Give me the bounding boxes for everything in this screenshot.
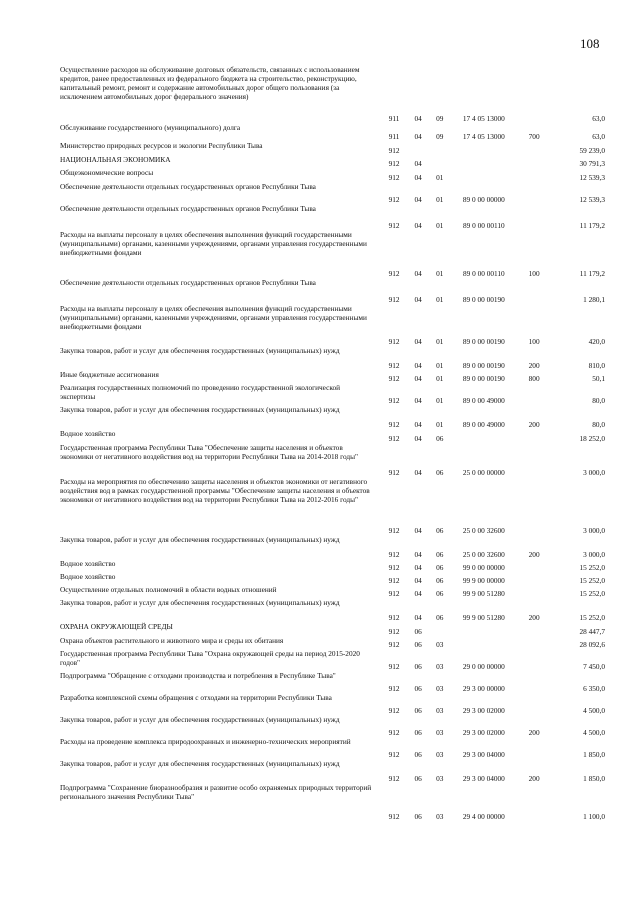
cell-sum: 15 252,0 [579,576,605,586]
cell-sec: 06 [436,468,444,478]
cell-name: Разработка комплексной схемы обращения с отходами на территории Республики Тыва [60,693,332,702]
cell-tgt: 99 0 00 00000 [462,563,505,573]
cell-tgt: 25 0 00 32600 [462,550,505,560]
cell-sec: 03 [436,706,444,716]
cell-typ: 200 [528,728,540,738]
cell-typ [517,279,552,305]
cell-tgt: 99 9 00 51280 [462,589,505,599]
cell-tgt: 29 3 00 02000 [462,706,505,716]
cell-sum: 1 280,1 [583,295,605,305]
cell-tgt: 89 0 00 49000 [462,420,505,430]
cell-sub: 06 [414,812,422,822]
cell-sec: 01 [436,361,444,371]
cell-sum: 1 100,0 [583,812,605,822]
cell-code: 911 [388,132,400,142]
cell-sub: 04 [414,468,422,478]
cell-sec: 01 [436,295,444,305]
cell-typ [517,560,552,573]
cell-code: 912 [388,420,400,430]
cell-tgt [451,637,517,650]
cell-typ: 200 [528,550,540,560]
cell-code: 912 [388,684,400,694]
cell-sum: 28 092,6 [579,640,605,650]
cell-code: 912 [388,361,400,371]
cell-sum: 4 500,0 [583,706,605,716]
cell-sum: 15 252,0 [579,563,605,573]
budget-table [60,66,605,822]
cell-sum: 4 500,0 [583,728,605,738]
cell-sub: 04 [414,526,422,536]
cell-sub: 06 [414,774,422,784]
cell-tgt: 89 0 00 00110 [463,269,505,279]
cell-code: 912 [388,640,400,650]
cell-sec: 06 [436,576,444,586]
table-row [60,169,605,183]
cell-code: 912 [388,576,400,586]
cell-tgt: 29 3 00 04000 [462,774,505,784]
cell-tgt [451,142,517,156]
cell-typ: 200 [528,613,540,623]
cell-code: 912 [388,173,400,183]
cell-sec [428,623,451,637]
table-row [60,536,605,560]
cell-sec: 01 [436,374,444,384]
cell-code: 912 [388,812,400,822]
cell-sec: 09 [436,114,444,124]
cell-sec: 03 [436,774,444,784]
cell-typ: 200 [528,420,540,430]
cell-name: Обеспечение деятельности отдельных государственных органов Республики Тыва [60,278,316,287]
cell-sec: 06 [436,526,444,536]
cell-sub: 04 [414,361,422,371]
cell-typ: 100 [528,269,540,279]
cell-tgt [451,623,517,637]
table-row [60,305,605,347]
cell-sum: 18 252,0 [579,434,605,444]
table-row [60,66,605,124]
cell-name: Министерство природных ресурсов и экологии Республики Тыва [60,141,263,150]
cell-sub: 04 [414,434,422,444]
cell-name: Расходы на выплаты персоналу в целях обеспечения выполнения функций государственными (муниципальными) органами, казенными учреждениями, органами управления государственными внебюджетными фондами [60,304,367,331]
cell-sub: 04 [414,396,422,406]
table-row [60,650,605,672]
cell-name: Закупка товаров, работ и услуг для обеспечения государственных (муниципальных) нужд [60,759,340,768]
cell-tgt: 89 0 00 00190 [462,295,505,305]
cell-code: 912 [388,269,400,279]
cell-sum: 12 539,3 [579,173,605,183]
cell-sum: 420,0 [588,337,605,347]
cell-typ [517,672,552,694]
cell-sec: 01 [436,221,444,231]
cell-sub: 04 [414,550,422,560]
cell-code: 912 [388,706,400,716]
cell-tgt: 89 0 00 00190 [462,337,505,347]
cell-tgt: 17 4 05 13000 [462,114,505,124]
cell-code: 912 [388,146,400,156]
cell-sub: 04 [414,295,422,305]
cell-typ [517,66,552,124]
table-row [60,183,605,205]
cell-name: Расходы на проведение комплекса природоохранных и инженерно-технических мероприятий [60,737,351,746]
cell-typ [517,784,552,822]
cell-name: Водное хозяйство [60,429,116,438]
cell-name: Водное хозяйство [60,559,116,568]
cell-name: ОХРАНА ОКРУЖАЮЩЕЙ СРЕДЫ [60,622,173,631]
cell-name: Общеэкономические вопросы [60,168,154,177]
cell-sum: 15 252,0 [579,589,605,599]
table-row [60,384,605,406]
cell-sub: 06 [414,728,422,738]
cell-name: Закупка товаров, работ и услуг для обеспечения государственных (муниципальных) нужд [60,405,340,414]
cell-typ: 200 [528,361,540,371]
cell-sec: 03 [436,750,444,760]
cell-sum: 80,0 [592,420,605,430]
cell-sum: 1 850,0 [583,750,605,760]
cell-typ [517,650,552,672]
cell-typ: 700 [528,132,540,142]
cell-code: 912 [388,434,400,444]
cell-tgt [451,169,517,183]
cell-code: 912 [388,221,400,231]
cell-tgt: 89 0 00 00190 [462,361,505,371]
cell-typ [517,738,552,760]
cell-typ [517,586,552,599]
cell-typ [517,430,552,444]
cell-sum: 1 850,0 [583,774,605,784]
cell-sec: 03 [436,684,444,694]
cell-sec: 06 [436,589,444,599]
cell-code: 912 [388,526,400,536]
budget-table-body [60,66,605,822]
cell-sub: 04 [414,221,422,231]
cell-tgt: 99 9 00 00000 [462,576,505,586]
table-row [60,599,605,623]
cell-sum: 11 179,2 [579,221,605,231]
table-row [60,623,605,637]
cell-sub: 06 [414,750,422,760]
cell-sec [428,156,451,169]
cell-sec: 01 [436,195,444,205]
cell-code: 912 [388,159,400,169]
cell-tgt: 17 4 05 13000 [462,132,505,142]
cell-sum: 28 447,7 [579,627,605,637]
cell-tgt: 29 3 00 04000 [462,750,505,760]
cell-typ [517,205,552,231]
cell-typ [517,694,552,716]
cell-sum: 30 791,3 [579,159,605,169]
cell-code: 912 [388,563,400,573]
cell-sub: 06 [414,684,422,694]
cell-tgt: 29 0 00 00000 [462,662,505,672]
cell-name: Осуществление отдельных полномочий в области водных отношений [60,585,277,594]
cell-typ [517,573,552,586]
cell-name: Подпрограмма "Обращение с отходами производства и потребления в Республике Тыва" [60,671,336,680]
cell-code: 912 [388,589,400,599]
cell-sub: 04 [414,173,422,183]
cell-tgt: 25 0 00 00000 [462,468,505,478]
table-row [60,478,605,536]
cell-sub: 04 [414,114,422,124]
cell-sec: 06 [436,613,444,623]
cell-sub [408,142,429,156]
cell-code: 912 [388,774,400,784]
cell-code: 911 [388,114,400,124]
cell-tgt: 29 3 00 02000 [462,728,505,738]
cell-sum: 810,0 [588,361,605,371]
cell-tgt: 89 0 00 00190 [462,374,505,384]
table-row [60,694,605,716]
page-number: 108 [580,36,600,51]
cell-tgt: 99 9 00 51280 [462,613,505,623]
cell-sec: 09 [436,132,444,142]
cell-name: Осуществление расходов на обслуживание долговых обязательств, связанных с использованием кредитов, ранее предоставленных из федерального бюджета на строительство, реконструкцию, капитальный ремонт, ремонт и содержание автомобильных дорог общего пользования (за исключением автомобильных дорог федерального значения) [60,65,360,101]
cell-typ: 200 [528,774,540,784]
table-row [60,430,605,444]
table-row [60,142,605,156]
cell-name: Иные бюджетные ассигнования [60,370,159,379]
cell-name: Закупка товаров, работ и услуг для обеспечения государственных (муниципальных) нужд [60,715,340,724]
cell-sub: 04 [414,269,422,279]
cell-sum: 63,0 [592,114,605,124]
cell-code: 912 [388,613,400,623]
cell-typ [517,183,552,205]
cell-sub: 04 [414,159,422,169]
cell-sub: 06 [414,706,422,716]
table-row [60,124,605,142]
table-row [60,231,605,279]
cell-sub: 04 [414,420,422,430]
cell-sub: 06 [414,662,422,672]
cell-name: Обеспечение деятельности отдельных государственных органов Республики Тыва [60,182,316,191]
cell-name: Охрана объектов растительного и животного мира и среды их обитания [60,636,284,645]
cell-tgt: 29 4 00 00000 [462,812,505,822]
cell-sub: 04 [414,132,422,142]
cell-sec: 03 [436,812,444,822]
cell-sec [428,142,451,156]
cell-sum: 59 239,0 [579,146,605,156]
cell-tgt: 29 3 00 00000 [462,684,505,694]
table-row [60,444,605,478]
cell-sum: 6 350,0 [583,684,605,694]
cell-code: 912 [388,374,400,384]
cell-sub: 04 [414,613,422,623]
cell-sum: 12 539,3 [579,195,605,205]
cell-name: Водное хозяйство [60,572,116,581]
cell-tgt [451,430,517,444]
cell-typ [517,444,552,478]
cell-sum: 50,1 [592,374,605,384]
cell-sec: 06 [436,434,444,444]
cell-code: 912 [388,728,400,738]
cell-code: 912 [388,195,400,205]
cell-code: 912 [388,468,400,478]
table-row [60,560,605,573]
cell-tgt: 25 0 00 32600 [462,526,505,536]
table-row [60,279,605,305]
cell-typ [517,156,552,169]
cell-sum: 3 000,0 [583,468,605,478]
cell-sub: 04 [414,337,422,347]
table-row [60,738,605,760]
cell-sec: 01 [436,420,444,430]
cell-name: Государственная программа Республики Тыва "Охрана окружающей среды на период 2015-2020 годов" [60,649,360,667]
cell-code: 912 [388,750,400,760]
cell-sum: 7 450,0 [583,662,605,672]
cell-sum: 11 179,2 [579,269,605,279]
cell-code: 912 [388,337,400,347]
table-row [60,784,605,822]
cell-sum: 15 252,0 [579,613,605,623]
cell-typ [517,623,552,637]
cell-tgt [451,156,517,169]
cell-name: Государственная программа Республики Тыва "Обеспечение защиты населения и объектов экономики от негативного воздействия вод на территории Республики Тыва на 2014-2018 годы" [60,443,358,461]
cell-name: Обслуживание государственного (муниципального) долга [60,123,241,132]
table-row [60,716,605,738]
cell-name: Обеспечение деятельности отдельных государственных органов Республики Тыва [60,204,316,213]
cell-sec: 06 [436,563,444,573]
cell-name: Подпрограмма "Сохранение биоразнообразия и развитие особо охраняемых природных территорий регионального значения Республики Тыва" [60,783,372,801]
cell-typ [517,169,552,183]
cell-name: НАЦИОНАЛЬНАЯ ЭКОНОМИКА [60,155,171,164]
cell-typ [517,142,552,156]
cell-sub: 04 [414,195,422,205]
cell-tgt: 89 0 00 49000 [462,396,505,406]
cell-sec: 03 [436,662,444,672]
cell-sub: 06 [414,640,422,650]
table-row [60,760,605,784]
cell-tgt: 89 0 00 00000 [462,195,505,205]
table-row [60,672,605,694]
cell-name: Закупка товаров, работ и услуг для обеспечения государственных (муниципальных) нужд [60,598,340,607]
cell-sec: 01 [436,269,444,279]
cell-name: Расходы на мероприятия по обеспечению защиты населения и объектов экономики от негативного воздействия вод в рамках государственной программы "Обеспечение защиты населения и объектов экономики от негативного воздействия вод на территории Республики Тыва на 2012-2016 годы" [60,477,370,504]
cell-sum: 3 000,0 [583,550,605,560]
cell-sub: 04 [414,589,422,599]
cell-name: Реализация государственных полномочий по проведению государственной экологической экспертизы [60,383,341,401]
cell-sub: 04 [414,374,422,384]
table-row [60,205,605,231]
cell-sec: 03 [436,640,444,650]
cell-sum: 63,0 [592,132,605,142]
cell-typ [517,384,552,406]
cell-sec: 03 [436,728,444,738]
cell-sec: 01 [436,337,444,347]
cell-name: Расходы на выплаты персоналу в целях обеспечения выполнения функций государственными (муниципальными) органами, казенными учреждениями, органами управления государственными внебюджетными фондами [60,230,367,257]
cell-sec: 01 [436,173,444,183]
cell-typ [517,478,552,536]
cell-sec: 06 [436,550,444,560]
cell-sec: 01 [436,396,444,406]
cell-code: 912 [388,295,400,305]
cell-name: Закупка товаров, работ и услуг для обеспечения государственных (муниципальных) нужд [60,346,340,355]
cell-tgt: 89 0 00 00110 [463,221,505,231]
cell-code: 912 [388,396,400,406]
cell-sum: 80,0 [592,396,605,406]
cell-sub: 04 [414,576,422,586]
cell-name: Закупка товаров, работ и услуг для обеспечения государственных (муниципальных) нужд [60,535,340,544]
cell-sum: 3 000,0 [583,526,605,536]
cell-typ: 100 [528,337,540,347]
cell-code: 912 [388,627,400,637]
cell-sub: 06 [414,627,422,637]
cell-code: 912 [388,550,400,560]
table-row [60,347,605,371]
cell-typ: 800 [528,374,540,384]
table-row [60,406,605,430]
cell-sub: 04 [414,563,422,573]
cell-typ [517,637,552,650]
cell-code: 912 [388,662,400,672]
